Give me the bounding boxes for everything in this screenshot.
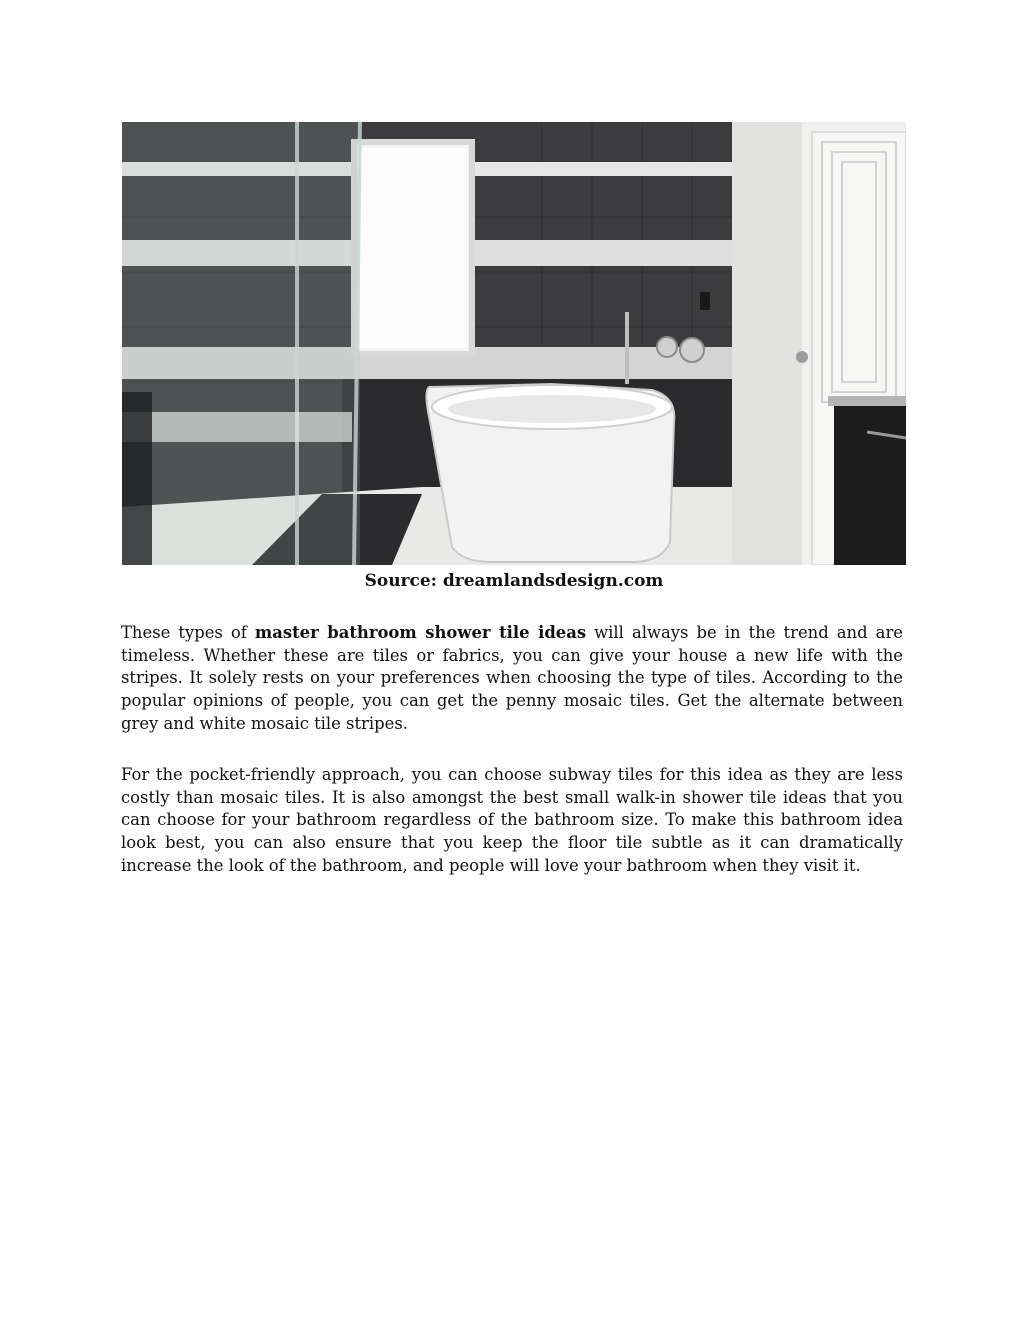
keyword-bold: master bathroom shower tile ideas — [254, 623, 587, 642]
paragraph-1-intro: These types of — [121, 623, 255, 642]
bathroom-photo — [122, 122, 906, 565]
paragraph-1 — [121, 622, 903, 736]
paragraph-2: For the pocket-friendly approach, you can choose subway tiles for this idea as they are less costly than mosaic tiles. It is also amongst the best small walk-in shower tile ideas that you can choose for your bathroom regardless of the bathroom size. To make this bathroom idea look best, you can also ensure that you keep the floor tile subtle as it can dramatically increase the look of the bathroom, and people will love your bathroom when they visit it. — [121, 765, 903, 875]
paragraph-1-body: will always be in the trend and are timeless. Whether these are tiles or fabrics, you can give your house a new life with the stripes. It solely rests on your preferences when choosing the type of tiles. According to the popular opinions of people, you can get the penny mosaic tiles. Get the alternate between grey and white mosaic tile stripes. — [121, 623, 903, 733]
image-caption: Source: dreamlandsdesign.com — [364, 571, 664, 591]
